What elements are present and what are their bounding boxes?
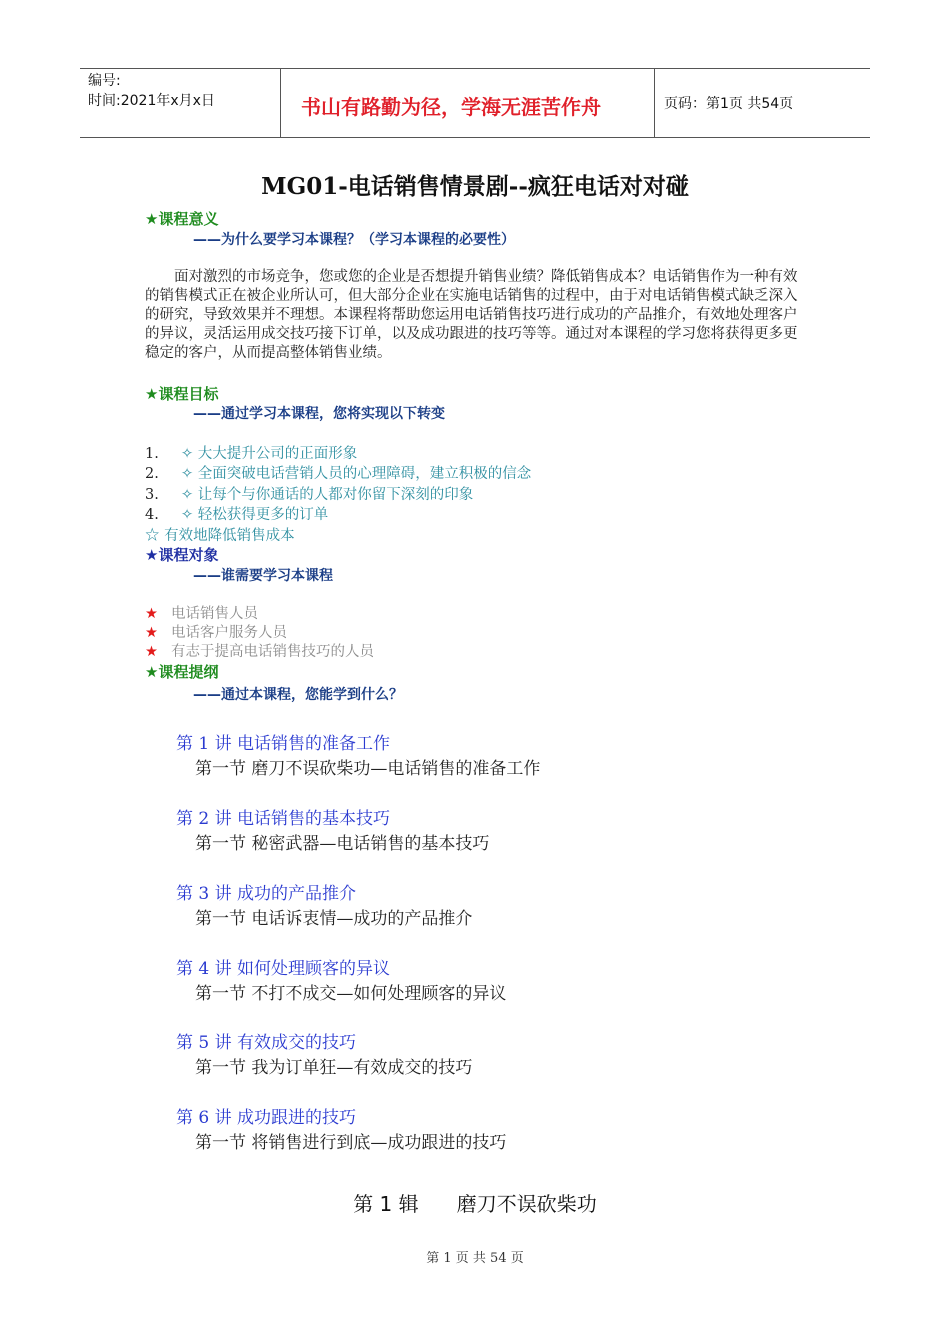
audience-subheading: ——谁需要学习本课程: [193, 568, 333, 584]
outline-subheading: ——通过本课程，您能学到什么？: [193, 687, 403, 703]
lecture-section: 第一节 不打不成交—如何处理顾客的异议: [195, 984, 507, 1004]
lecture-title: 第 6 讲 成功跟进的技巧: [176, 1108, 357, 1128]
audience-item: [145, 640, 374, 661]
goal-number: 2.: [145, 466, 159, 482]
lecture-section: 第一节 我为订单狂—有效成交的技巧: [195, 1058, 473, 1078]
header-meta: [88, 71, 215, 111]
star-icon: ★: [145, 625, 158, 641]
lecture-title: 第 1 讲 电话销售的准备工作: [176, 734, 391, 754]
goal-text: ✧ 让每个与你通话的人都对你留下深刻的印象: [181, 487, 474, 503]
lecture-title: 第 2 讲 电话销售的基本技巧: [176, 809, 391, 829]
lecture-title: 第 5 讲 有效成交的技巧: [176, 1033, 357, 1053]
header-motto-cell: [280, 69, 655, 137]
lecture-title: 第 3 讲 成功的产品推介: [176, 884, 357, 904]
significance-paragraph: 面对激烈的市场竞争，您或您的企业是否想提升销售业绩？降低销售成本？电话销售作为一种有效的销售模式正在被企业所认可，但大部分企业在实施电话销售的过程中，由于对电话销售模式缺乏深入的研究，导致效果并不理想。本课程将帮助您运用电话销售技巧进行成功的产品推介，有效地处理客户的异议，灵活运用成交技巧接下订单，以及成功跟进的技巧等等。通过对本课程的学习您将获得更多更稳定的客户，从而提高整体销售业绩。: [145, 269, 798, 361]
lecture-section: 第一节 秘密武器—电话销售的基本技巧: [195, 834, 490, 854]
goals-subheading: ——通过学习本课程，您将实现以下转变: [193, 406, 445, 422]
audience-text: 电话销售人员: [171, 606, 258, 622]
motto-text: 书山有路勤为径，学海无涯苦作舟: [301, 95, 601, 119]
goal-item: [145, 442, 357, 463]
goal-text: ✧ 全面突破电话营销人员的心理障碍，建立积极的信念: [181, 466, 532, 482]
document-title: MG01-电话销售情景剧--疯狂电话对对碰: [261, 173, 689, 200]
page-footer: 第 1 页 共 54 页: [426, 1251, 524, 1266]
audience-item: [145, 621, 287, 642]
audience-text: 电话客户服务人员: [171, 625, 287, 641]
star-icon: ★: [145, 606, 158, 622]
audience-text: 有志于提高电话销售技巧的人员: [171, 644, 374, 660]
goal-text: ✧ 大大提升公司的正面形象: [181, 446, 358, 462]
code-label: 编号:: [88, 73, 121, 89]
lecture-section: 第一节 将销售进行到底—成功跟进的技巧: [195, 1133, 507, 1153]
lecture-section: 第一节 磨刀不误砍柴功—电话销售的准备工作: [195, 759, 541, 779]
date-label: 时间:2021年x月x日: [88, 93, 215, 109]
page-info: 页码：第1页 共54页: [664, 96, 794, 112]
outline-heading: ★课程提纲: [145, 663, 219, 681]
audience-heading: ★课程对象: [145, 546, 219, 564]
goal-number: 4.: [145, 507, 159, 523]
page-header: [80, 68, 870, 138]
goal-extra: ☆ 有效地降低销售成本: [145, 528, 295, 544]
goal-item: [145, 503, 328, 524]
goal-item: [145, 462, 531, 483]
goals-heading: ★课程目标: [145, 385, 219, 403]
significance-subheading: ——为什么要学习本课程？（学习本课程的必要性）: [193, 232, 515, 248]
lecture-title: 第 4 讲 如何处理顾客的异议: [176, 959, 391, 979]
goal-number: 1.: [145, 446, 159, 462]
goal-number: 3.: [145, 487, 159, 503]
goal-text: ✧ 轻松获得更多的订单: [181, 507, 329, 523]
significance-heading: ★课程意义: [145, 210, 219, 228]
chapter-title: 第 1 辑 磨刀不误砍柴功: [353, 1192, 597, 1216]
lecture-section: 第一节 电话诉衷情—成功的产品推介: [195, 909, 473, 929]
goal-item: [145, 483, 473, 504]
audience-item: [145, 602, 258, 623]
star-icon: ★: [145, 644, 158, 660]
